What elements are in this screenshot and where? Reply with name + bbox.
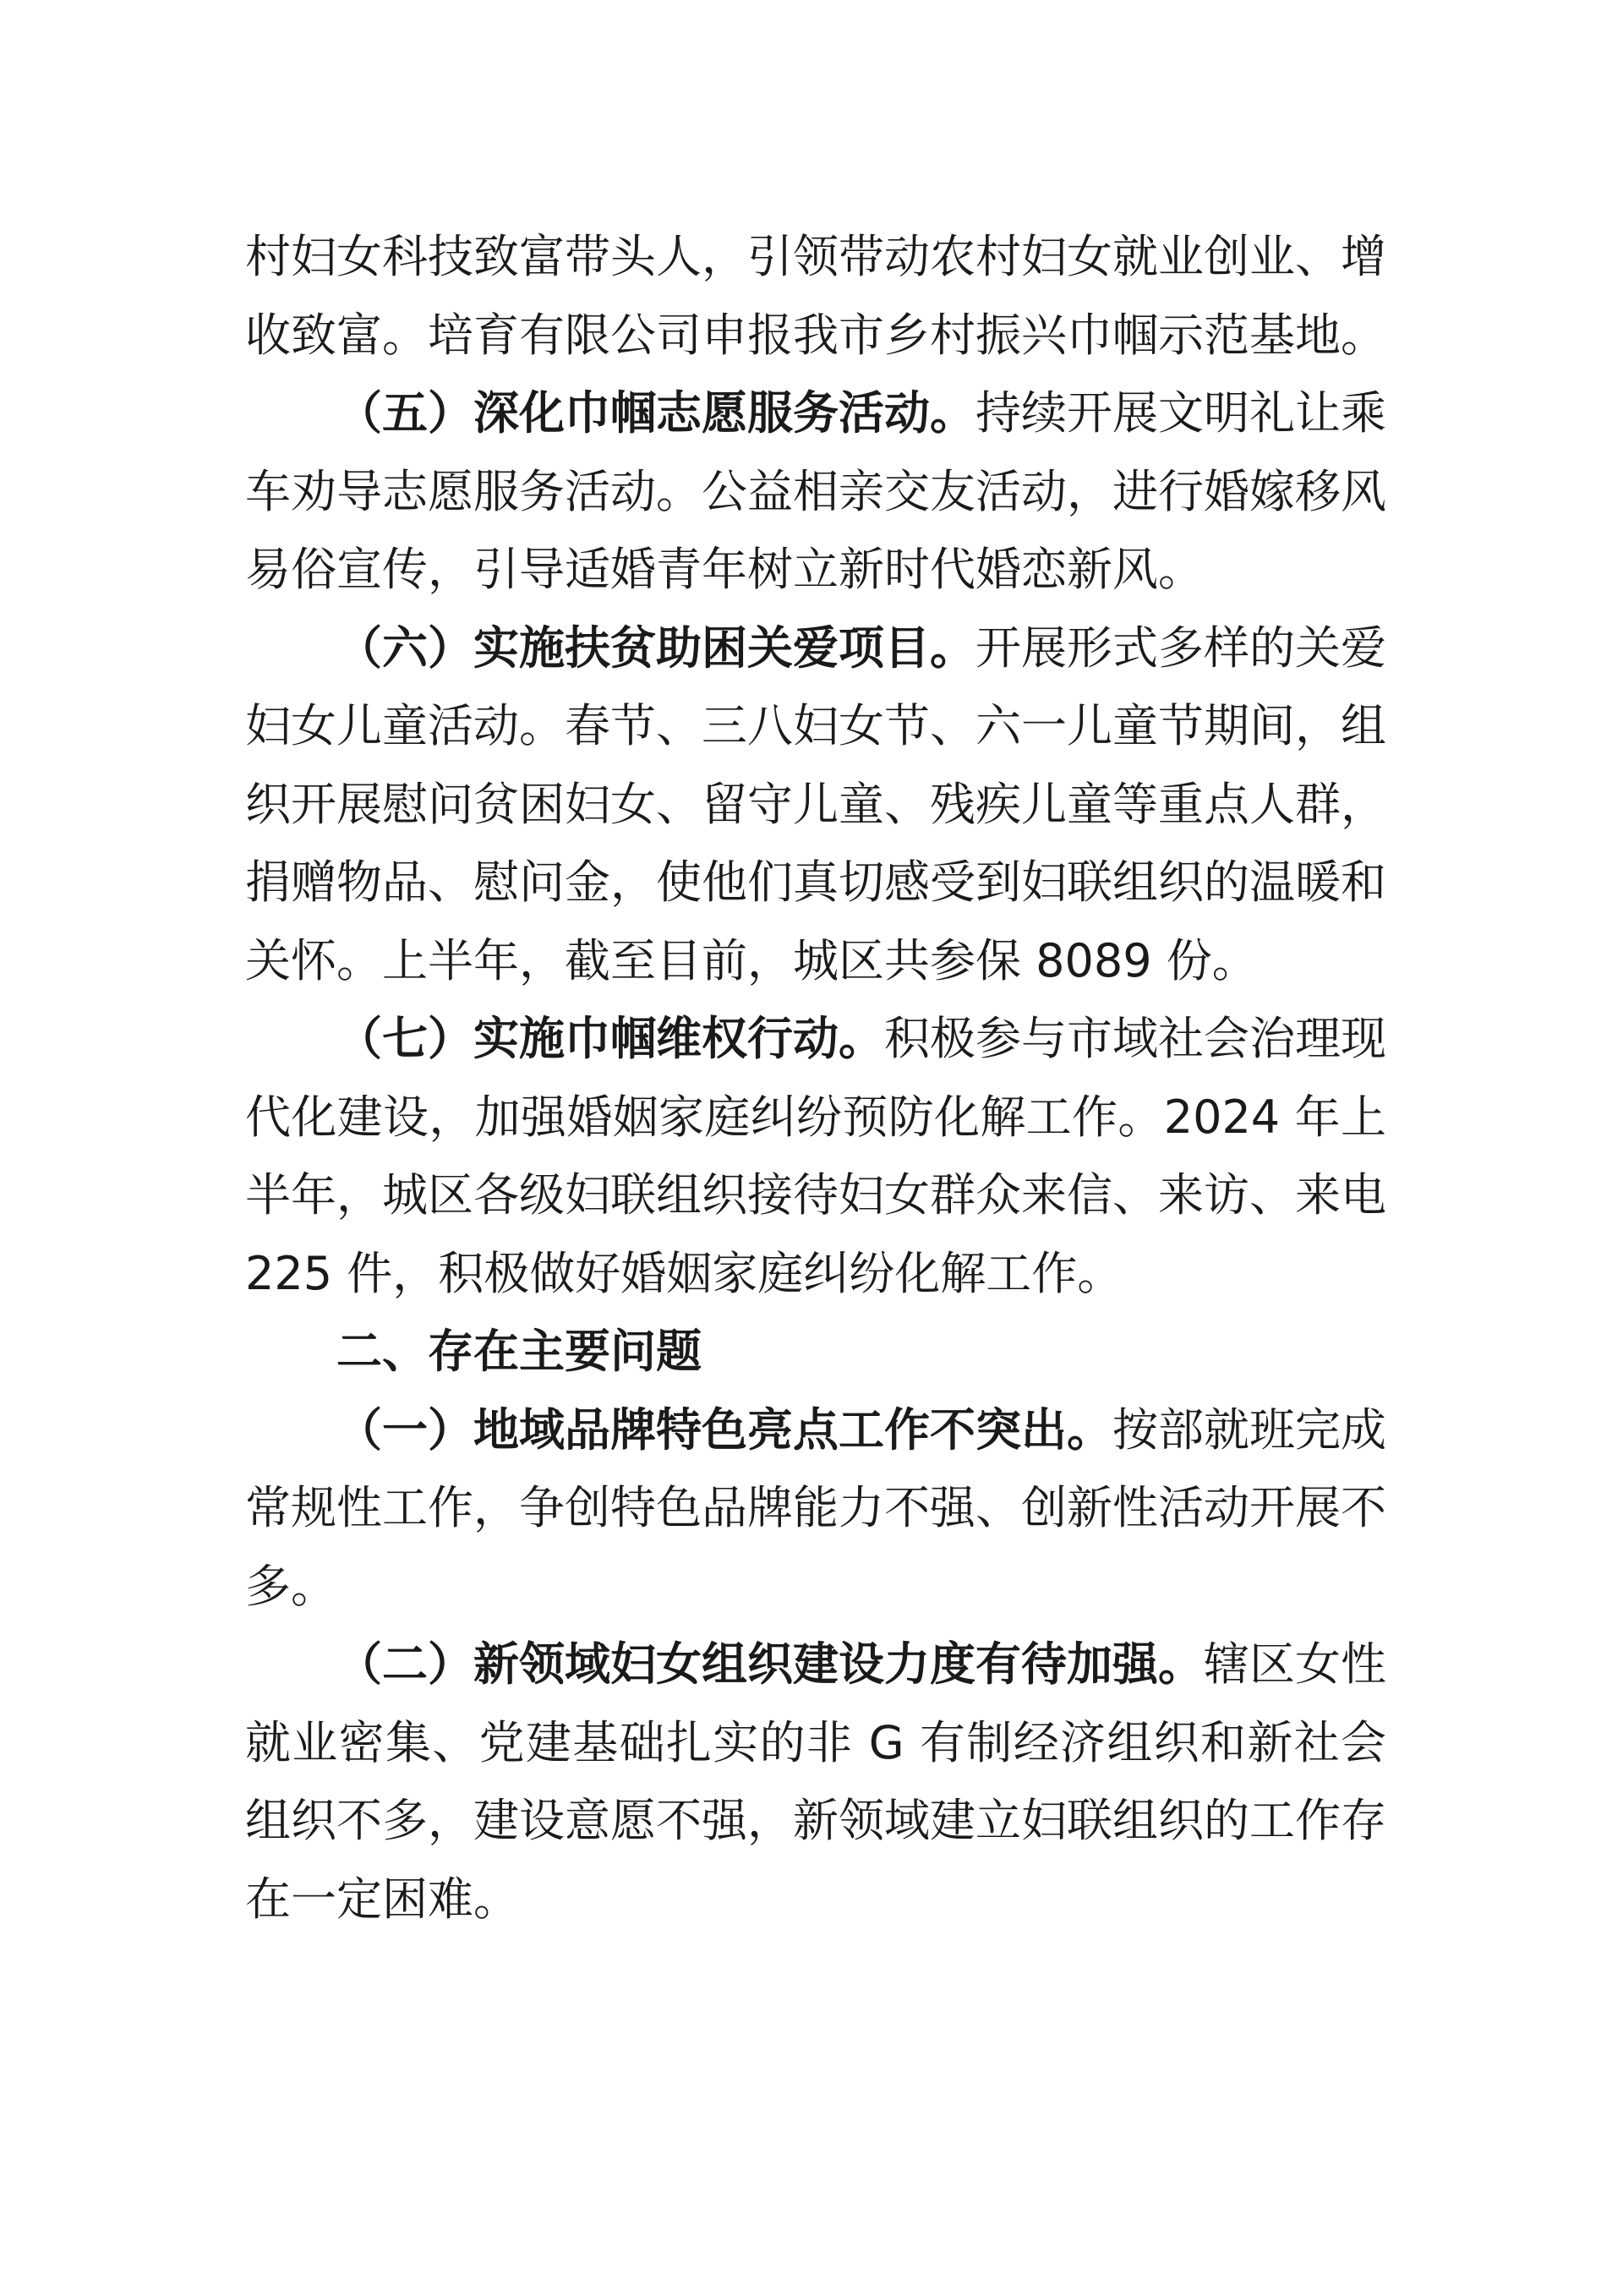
paragraph-rights-protection [245,1000,1386,1313]
paragraph-lead: （五）深化巾帼志愿服务活动。 [336,386,975,440]
paragraph-lead: （一）地域品牌特色亮点工作不突出。 [336,1402,1112,1457]
paragraph-text: 按部就班完成常规性工作，争创特色品牌能力不强、创新性活动开展不多。 [245,1402,1386,1613]
section-heading: 二、存在主要问题 [336,1325,702,1378]
paragraph-text: 开展形式多样的关爱妇女儿童活动。春节、三八妇女节、六一儿童节期间，组织开展慰问贫困妇女、留守儿童、残疾儿童等重点人群，捐赠物品、慰问金，使他们真切感受到妇联组织的温暖和关怀。上半年，截至目前，城区共参保 8089 份。 [245,620,1386,987]
paragraph-continuation [245,218,1386,374]
paragraph-text: 辖区女性就业密集、党建基础扎实的非 G 有制经济组织和新社会组织不多，建设意愿不强，新领域建立妇联组织的工作存在一定困难。 [245,1637,1386,1926]
paragraph-text: 村妇女科技致富带头人，引领带动农村妇女就业创业、增收致富。培育有限公司申报我市乡村振兴巾帼示范基地。 [245,230,1386,362]
paragraph-text: 持续开展文明礼让乘车劝导志愿服务活动。公益相亲交友活动，进行婚嫁移风易俗宣传，引导适婚青年树立新时代婚恋新风。 [245,386,1386,596]
paragraph-problem-organization [245,1626,1386,1938]
paragraph-problem-brand [245,1391,1386,1626]
paragraph-lead: （七）实施巾帼维权行动。 [336,1012,884,1065]
paragraph-poverty-care [245,610,1386,1001]
document-page [245,218,1386,1938]
paragraph-volunteer-service [245,374,1386,610]
paragraph-lead: （二）新领域妇女组织建设力度有待加强。 [336,1637,1204,1691]
paragraph-lead: （六）实施扶贫助困关爱项目。 [336,620,975,675]
paragraph-text: 积极参与市域社会治理现代化建设，加强婚姻家庭纠纷预防化解工作。2024 年上半年，城区各级妇联组织接待妇女群众来信、来访、来电225 件，积极做好婚姻家庭纠纷化解工作。 [245,1012,1386,1300]
